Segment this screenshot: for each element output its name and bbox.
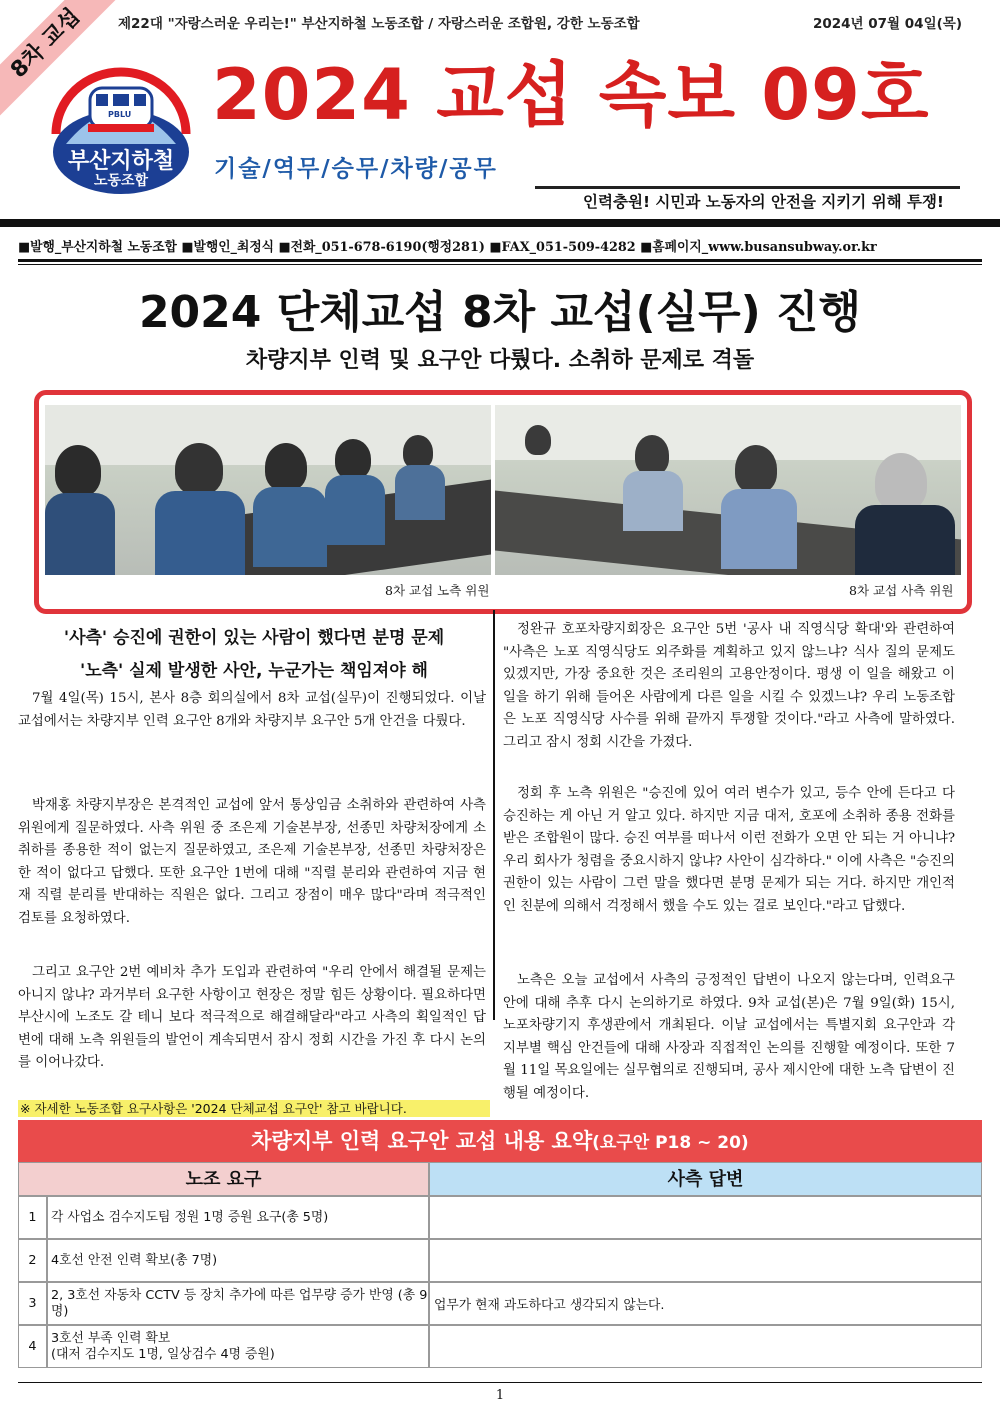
table-row [18,1239,982,1282]
row-number: 2 [18,1239,47,1282]
union-request: 3호선 부족 인력 확보 (대저 검수지도 1명, 일상검수 4명 증원) [47,1325,429,1368]
management-answer [429,1196,982,1239]
column-divider [493,610,495,1020]
footer-rule [18,1382,982,1383]
column-header-union: 노조 요구 [18,1162,429,1196]
article-paragraph: 박재홍 차량지부장은 본격적인 교섭에 앞서 통상임금 소취하와 관련하여 사측 위원에게 질문하였다. 사측 위원 중 조은제 기술본부장, 선종민 차량처장에게 소취하를 종용한 적이 없는지 질문하였고, 조은제 기술본부장, 선종민 차량처장은 한 적이 없다고 답했다. 또한 요구안 1번에 대해 "직렬 분리와 관련하여 지금 현재 직렬 분리를 반대하는 직원은 없다. 그리고 장점이 매우 많다"라며 적극적인 검토를 요청하였다. [18,798,486,926]
pullquote-management: '사측' 승진에 권한이 있는 사람이 했다면 분명 문제 [63,628,445,648]
row-number: 1 [18,1196,47,1239]
masthead-title: 2024 교섭 속보 09호 [212,54,930,136]
division-list: 기술/역무/승무/차량/공무 [214,156,498,182]
divider [18,264,982,265]
photo-frame [34,390,972,614]
article-paragraph: 정회 후 노측 위원은 "승진에 있어 여러 변수가 있고, 등수 안에 든다고 다 승진하는 게 아닌 거 알고 있다. 하지만 지금 대저, 호포에 소취하 종용 전화를 받은 조합원이 많다. 승진 여부를 떠나서 이런 전화가 오면 안 되는 거 아니냐? 우리 회사가 청렴을 중요시하지 않냐? 사안이 심각하다." 이에 사측은 "승진의 권한이 있는 사람이 그런 말을 했다면 분명 문제가 되는 거다. 하지만 개인적인 친분에 의해서 걱정해서 했을 수도 있는 걸로 보인다."라고 답했다. [503,786,955,914]
management-answer [429,1239,982,1282]
column-header-management: 사측 답변 [429,1162,982,1196]
header-bar [0,219,1000,227]
photo-management-members [495,405,961,575]
issue-date: 2024년 07월 04일(목) [812,16,962,32]
article-paragraph: 그리고 요구안 2번 예비차 추가 도입과 관련하여 "우리 안에서 해결될 문제는 아니지 않냐? 과거부터 요구한 사항이고 현장은 정말 힘든 상황이다. 필요하다면 부산시에 노조도 갈 테니 보다 적극적으로 해결해달라"라고 사측의 획일적인 답변에 대해 노측 위원들의 발언이 계속되면서 잠시 정회 시간을 가진 후 다시 논의를 이어나갔다. [18,965,486,1070]
article-headline: 2024 단체교섭 8차 교섭(실무) 진행 [138,287,862,338]
union-logo [50,64,192,196]
article-paragraph: 7월 4일(목) 15시, 본사 8층 회의실에서 8차 교섭(실무)이 진행되었다. 이날 교섭에서는 차량지부 인력 요구안 8개와 차량지부 요구안 5개 안건을 다뤘다. [18,691,486,729]
union-request: 4호선 안전 인력 확보(총 7명) [47,1239,429,1282]
article-paragraph: 정완규 호포차량지회장은 요구안 5번 '공사 내 직영식당 확대'와 관련하여 "사측은 노포 직영식당도 외주화를 계획하고 있지 않느냐? 식사 질의 문제도 있겠지만, 가장 중요한 것은 조리원의 고용안정이다. 평생 이 일을 해왔고 이 일을 하기 위해 들어온 사람에게 다른 일을 시킬 수 있겠느냐? 우리 노동조합은 노포 직영식당 사수를 위해 끝까지 투쟁할 것이다."라고 사측에 말하였다. 그리고 잠시 정회 시간을 가졌다. [503,622,955,750]
union-request: 2, 3호선 자동차 CCTV 등 장치 추가에 따른 업무량 증가 반영 (총 9명) [47,1282,429,1325]
article-subheadline: 차량지부 인력 및 요구안 다뤘다. 소취하 문제로 격돌 [245,348,755,373]
row-number: 4 [18,1325,47,1368]
pullquote-union: '노측' 실제 발생한 사안, 누군가는 책임져야 해 [80,661,428,681]
page-number: 1 [495,1388,505,1403]
logo-name-1: 부산지하철 [67,149,175,174]
photo-caption-right: 8차 교섭 사측 위원 [849,583,954,598]
edition-ribbon: 8차 교섭 [0,0,122,120]
table-row [18,1325,982,1368]
logo-name-2: 노동조합 [93,173,149,189]
divider [18,259,982,262]
article-paragraph: 노측은 오늘 교섭에서 사측의 긍정적인 답변이 나오지 않는다며, 인력요구안에 대해 추후 다시 논의하기로 하였다. 9차 교섭(본)은 7월 9일(화) 15시, 노포차량기지 후생관에서 개최된다. 이날 교섭에서는 특별지회 요구안과 각 지부별 핵심 안건들에 대해 사장과 직접적인 논의를 진행할 예정이다. 또한 7월 11일 목요일에는 실무협의로 진행되며, 공사 제시안에 대한 노측 답변이 진행될 예정이다. [503,973,955,1101]
table-title-text: 차량지부 인력 요구안 교섭 내용 요약 [251,1129,593,1153]
photo-union-members [45,405,491,575]
management-answer [429,1325,982,1368]
management-answer: 업무가 현재 과도하다고 생각되지 않는다. [429,1282,982,1325]
row-number: 3 [18,1282,47,1325]
publisher-info: ■발행_부산지하철 노동조합 ■발행인_최정식 ■전화_051-678-6190(행정281) ■FAX_051-509-4282 ■홈페이지_www.busansubway.or.kr [18,240,877,255]
photo-caption-left: 8차 교섭 노측 위원 [385,583,490,598]
union-request: 각 사업소 검수지도팀 정원 1명 증원 요구(총 5명) [47,1196,429,1239]
reference-note: ※ 자세한 노동조합 요구사항은 '2024 단체교섭 요구안' 참고 바랍니다. [18,1100,490,1117]
table-row [18,1196,982,1239]
table-row [18,1282,982,1325]
table-title [18,1120,982,1162]
logo-train-label: PBLU [108,110,132,119]
table-title-suffix: (요구안 P18 ~ 20) [592,1133,749,1153]
edition-line: 제22대 "자랑스러운 우리는!" 부산지하철 노동조합 / 자랑스러운 조합원, 강한 노동조합 [118,16,640,32]
slogan: 인력충원! 시민과 노동자의 안전을 지키기 위해 투쟁! [583,193,944,211]
